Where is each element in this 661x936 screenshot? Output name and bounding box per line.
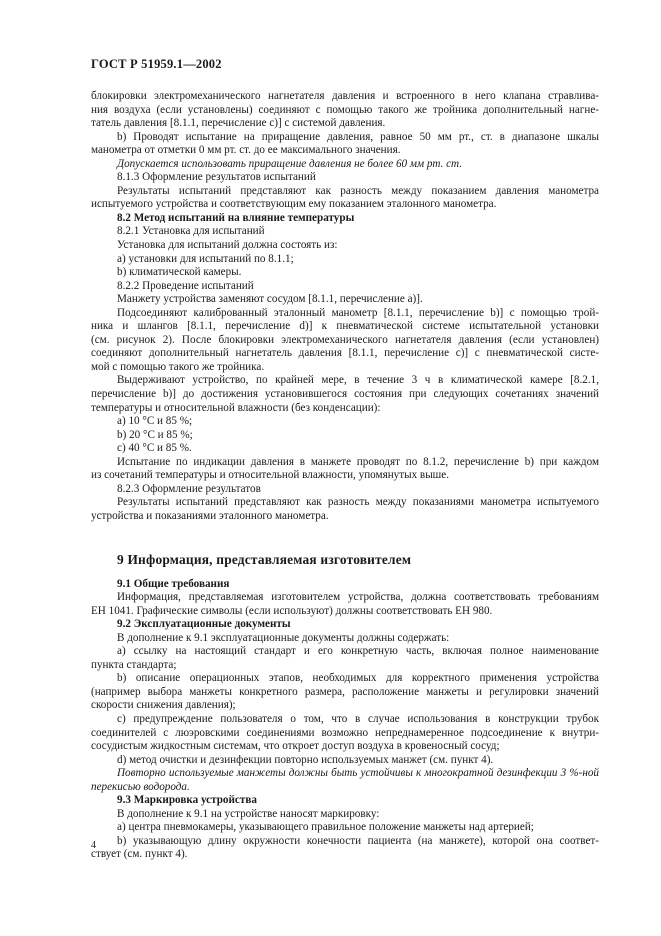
text-line: (например выбора манжеты конкретного размера, расположение манжеты и регулировки значений: [91, 685, 599, 698]
text-line: Испытание по индикации давления в манжете проводят по 8.1.2, перечисление b) при каждом: [117, 455, 599, 468]
text-line: (см. рисунок 2). После блокировки электромеханического нагнетателя давления (если установлен): [91, 333, 599, 346]
text-line: из сочетаний температуры и относительной влажности, упомянутых выше.: [91, 469, 449, 482]
text-line: сосудистым жидкостным системам, что откроет доступ воздуха в кровеносный сосуд;: [91, 740, 500, 753]
text-line: a) ссылку на настоящий стандарт и его конкретную часть, включая полное наименование: [117, 645, 599, 658]
text-line: манометра от отметки 0 мм рт. ст. до ее максимального значения.: [91, 144, 401, 157]
text-line: блокировки электромеханического нагнетателя давления и встроенного в него клапана стравлива-: [91, 90, 599, 102]
text-line: скорости снижения давления);: [91, 699, 236, 712]
text-line: Установка для испытаний должна состоять из:: [117, 239, 338, 252]
subsection-heading: 9.2 Эксплуатационные документы: [117, 618, 291, 631]
text-line: 8.2.1 Установка для испытаний: [117, 225, 265, 238]
document-header: ГОСТ Р 51959.1—2002: [91, 57, 222, 71]
section-gap: [91, 524, 599, 552]
section-heading: 9 Информация, представляемая изготовителем: [117, 551, 412, 567]
text-line: Результаты испытаний представляют как разность между показанием давления манометра: [117, 184, 599, 197]
text-line: b) климатической камеры.: [117, 266, 242, 279]
text-line: мой с помощью такого же тройника.: [91, 360, 265, 373]
text-line: b) описание операционных этапов, необходимых для корректного применения устройства: [117, 672, 599, 685]
text-line: Подсоединяют калиброванный эталонный манометр [8.1.1, перечисление b)] с помощью трой-: [117, 306, 599, 319]
text-line: испытуемого устройства и соответствующим ему показанием эталонного манометра.: [91, 198, 497, 211]
text-line: d) метод очистки и дезинфекции повторно используемых манжет (см. пункт 4).: [117, 753, 494, 766]
text-line: татель давления [8.1.1, перечисление с)] с системой давления.: [91, 117, 386, 130]
text-line: перечисление b)] до достижения установившегося состояния при следующих сочетаниях значений: [91, 388, 599, 401]
text-line: 8.2.3 Оформление результатов: [117, 482, 261, 495]
subsection-heading: 8.2 Метод испытаний на влияние температуры: [117, 211, 355, 224]
subsection-heading: 9.3 Маркировка устройства: [117, 794, 257, 807]
text-line: a) центра пневмокамеры, указывающего правильное положение манжеты над артерией;: [117, 821, 534, 834]
text-line: устройства и показаниями эталонного манометра.: [91, 509, 329, 522]
text-line: a) установки для испытаний по 8.1.1;: [117, 252, 294, 265]
subsection-heading: 9.1 Общие требования: [117, 577, 230, 590]
text-line: 8.1.3 Оформление результатов испытаний: [117, 171, 316, 184]
text-line: ствует (см. пункт 4).: [91, 848, 188, 861]
text-line: соединяют дополнительный нагнетатель давления [8.1.1, перечисление с)] с пневматической систе-: [91, 347, 599, 360]
text-line: c) 40 °C и 85 %.: [117, 442, 192, 455]
page-number: 4: [91, 840, 96, 851]
note-line: перекисью водорода.: [91, 780, 190, 793]
note-line: Допускается использовать приращение давления не более 60 мм рт. ст.: [117, 157, 463, 170]
text-line: температуры и относительной влажности (без конденсации):: [91, 401, 381, 414]
text-line: В дополнение к 9.1 на устройстве наносят маркировку:: [117, 807, 380, 820]
text-line: b) Проводят испытание на приращение давления, равное 50 мм рт., ст. в диапазоне шкалы: [117, 130, 599, 143]
text-line: Результаты испытаний представляют как разность между показаниями манометра испытуемого: [117, 496, 599, 509]
text-line: Информация, представляемая изготовителем устройства, должна соответствовать требованиям: [117, 591, 599, 604]
text-line: c) предупреждение пользователя о том, что в случае использования в конструкции трубок: [117, 712, 599, 725]
text-line: b) указывающую длину окружности конечности пациента (на манжете), которой она соответ-: [117, 834, 599, 847]
section-gap: [91, 568, 599, 578]
text-line: b) 20 °C и 85 %;: [117, 428, 193, 441]
text-line: Манжету устройства заменяют сосудом [8.1.1, перечисление а)].: [117, 293, 423, 306]
text-line: ния воздуха (если установлены) соединяют с помощью такого же тройника дополнительный нагне-: [91, 103, 599, 116]
text-line: Выдерживают устройство, по крайней мере, в течение 3 ч в климатической камере [8.2.1,: [117, 374, 599, 387]
text-line: a) 10 °C и 85 %;: [117, 415, 193, 428]
text-line: пункта стандарта;: [91, 658, 177, 671]
text-line: ника и шлангов [8.1.1, перечисление d)] к пневматической системе испытательной установки: [91, 320, 599, 333]
text-line: В дополнение к 9.1 эксплуатационные документы должны содержать:: [117, 631, 450, 644]
text-line: 8.2.2 Проведение испытаний: [117, 279, 254, 292]
text-line: соединителей с люэровскими соединениями возможно непреднамеренное подсоединение к внутри-: [91, 726, 599, 739]
document-body: [91, 90, 599, 862]
text-line: ЕН 1041. Графические символы (если используют) должны соответствовать ЕН 980.: [91, 604, 493, 617]
note-line: Повторно используемые манжеты должны быть устойчивы к многократной дезинфекции 3 %-ной: [117, 767, 599, 780]
